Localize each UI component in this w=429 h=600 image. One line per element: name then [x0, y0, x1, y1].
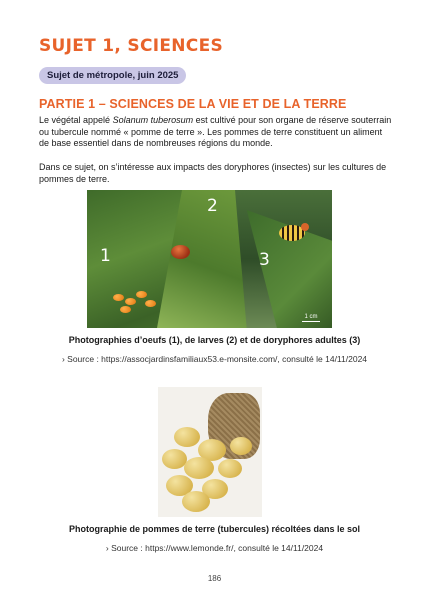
potato	[182, 491, 210, 512]
egg-cluster	[120, 306, 131, 313]
subject-badge: Sujet de métropole, juin 2025	[39, 67, 186, 84]
potato	[174, 427, 200, 447]
context-paragraph: Dans ce sujet, on s’intéresse aux impacts des doryphores (insectes) sur les cultures de pommes de terre.	[39, 162, 387, 184]
figure2-source: › Source : https://www.lemonde.fr/, consulté le 14/11/2024	[105, 543, 324, 553]
egg-cluster	[136, 291, 147, 298]
potato	[218, 459, 242, 478]
figure1-source: › Source : https://assocjardinsfamiliaux53.e-monsite.com/, consulté le 14/11/2024	[61, 354, 368, 364]
figure2-caption: Photographie de pommes de terre (tubercules) récoltées dans le sol	[68, 524, 361, 534]
scale-indicator	[302, 314, 320, 322]
potato	[184, 457, 214, 479]
page-number: 186	[207, 574, 222, 583]
scale-label: 1 cm	[304, 314, 318, 320]
label-adults: 3	[259, 250, 270, 270]
larva	[171, 245, 190, 259]
label-larvae: 2	[207, 196, 218, 216]
page-title: SUJET 1, SCIENCES	[39, 36, 224, 56]
intro-text-start: Le végétal appelé	[39, 115, 113, 125]
part-title: PARTIE 1 – SCIENCES DE LA VIE ET DE LA TERRE	[39, 97, 347, 111]
potato	[230, 437, 252, 455]
egg-cluster	[145, 300, 156, 307]
intro-text-end: est cultivé pour son organe de réserve souterrain ou tubercule nommé « pomme de terre ». Les pommes de terre constituent un aliment de base essentiel dans de nombreuses régions du monde.	[39, 115, 392, 149]
egg-cluster	[113, 294, 124, 301]
potatoes-photo	[158, 387, 262, 517]
scale-bar	[302, 321, 320, 322]
beetle-lifecycle-photo	[87, 190, 332, 328]
intro-paragraph	[39, 115, 394, 150]
label-eggs: 1	[100, 246, 111, 266]
species-name: Solanum tuberosum	[112, 115, 194, 125]
figure1-caption: Photographies d’oeufs (1), de larves (2) et de doryphores adultes (3)	[68, 335, 361, 345]
egg-cluster	[125, 298, 136, 305]
beetle-head	[301, 223, 309, 231]
